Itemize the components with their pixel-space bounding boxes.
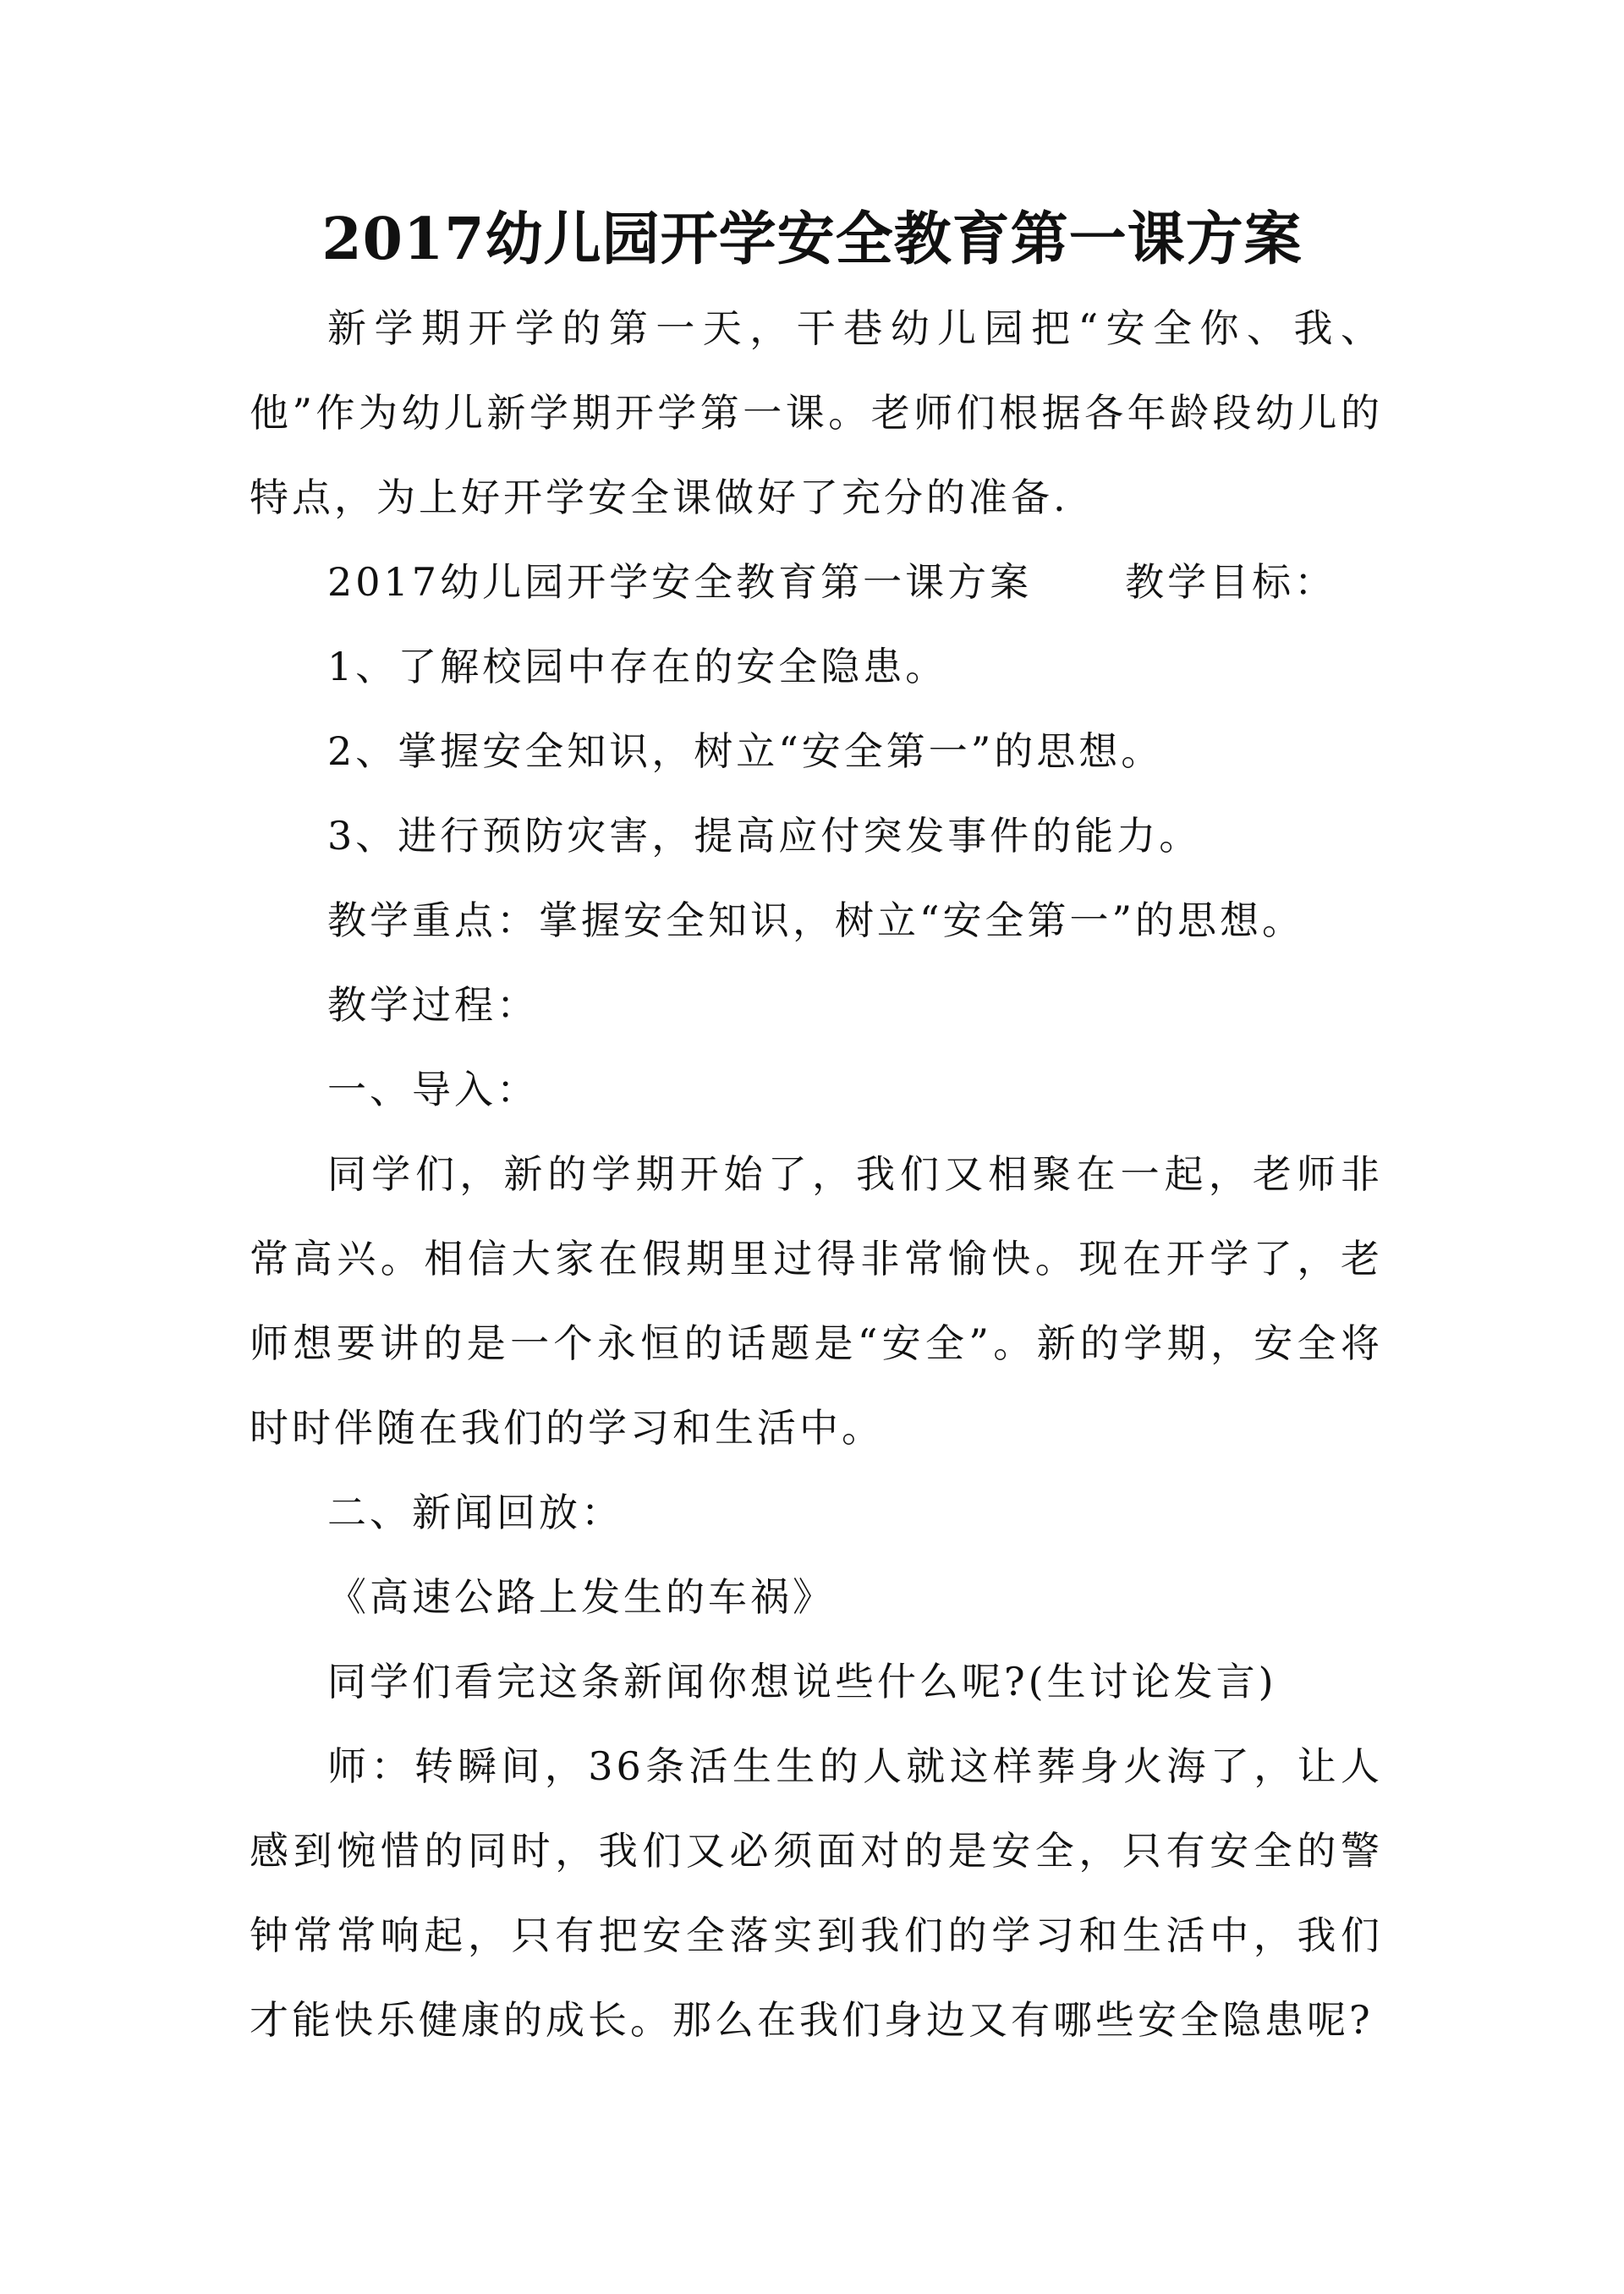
intro-paragraph: 新学期开学的第一天，干巷幼儿园把“安全你、我、他”作为幼儿新学期开学第一课。老师们根据各年龄段幼儿的特点，为上好开学安全课做好了充分的准备. bbox=[250, 305, 1383, 520]
teaching-focus: 教学重点：掌握安全知识，树立“安全第一”的思想。 bbox=[327, 897, 1305, 943]
plan-heading: 2017幼儿园开学安全教育第一课方案 bbox=[327, 559, 1033, 605]
news-question: 同学们看完这条新闻你想说些什么呢?(生讨论发言) bbox=[327, 1659, 1277, 1704]
document-title: 2017幼儿园开学安全教育第一课方案 bbox=[321, 206, 1303, 273]
goal-item-2: 2、掌握安全知识，树立“安全第一”的思想。 bbox=[327, 728, 1164, 774]
news-title: 《高速公路上发生的车祸》 bbox=[327, 1574, 835, 1620]
section-intro-heading: 一、导入： bbox=[327, 1067, 539, 1112]
plan-heading-line bbox=[250, 540, 1383, 624]
teacher-remark-paragraph: 师：转瞬间，36条活生生的人就这样葬身火海了，让人感到惋惜的同时，我们又必须面对的是安全，只有安全的警钟常常响起，只有把安全落实到我们的学习和生活中，我们才能快乐健康的成长。那么在我们身边又有哪些安全隐患呢? bbox=[250, 1743, 1383, 2043]
document-body bbox=[250, 286, 1383, 2062]
goal-item-3: 3、进行预防灾害，提高应付突发事件的能力。 bbox=[327, 813, 1202, 859]
section-news-heading: 二、新闻回放： bbox=[327, 1490, 623, 1535]
intro-speech-paragraph: 同学们，新的学期开始了，我们又相聚在一起，老师非常高兴。相信大家在假期里过得非常愉快。现在开学了，老师想要讲的是一个永恒的话题是“安全”。新的学期，安全将时时伴随在我们的学习和生活中。 bbox=[250, 1151, 1383, 1451]
teaching-process-label: 教学过程： bbox=[327, 982, 539, 1028]
teaching-goals-label: 教学目标： bbox=[1125, 559, 1337, 605]
goal-item-1: 1、了解校园中存在的安全隐患。 bbox=[327, 644, 948, 689]
